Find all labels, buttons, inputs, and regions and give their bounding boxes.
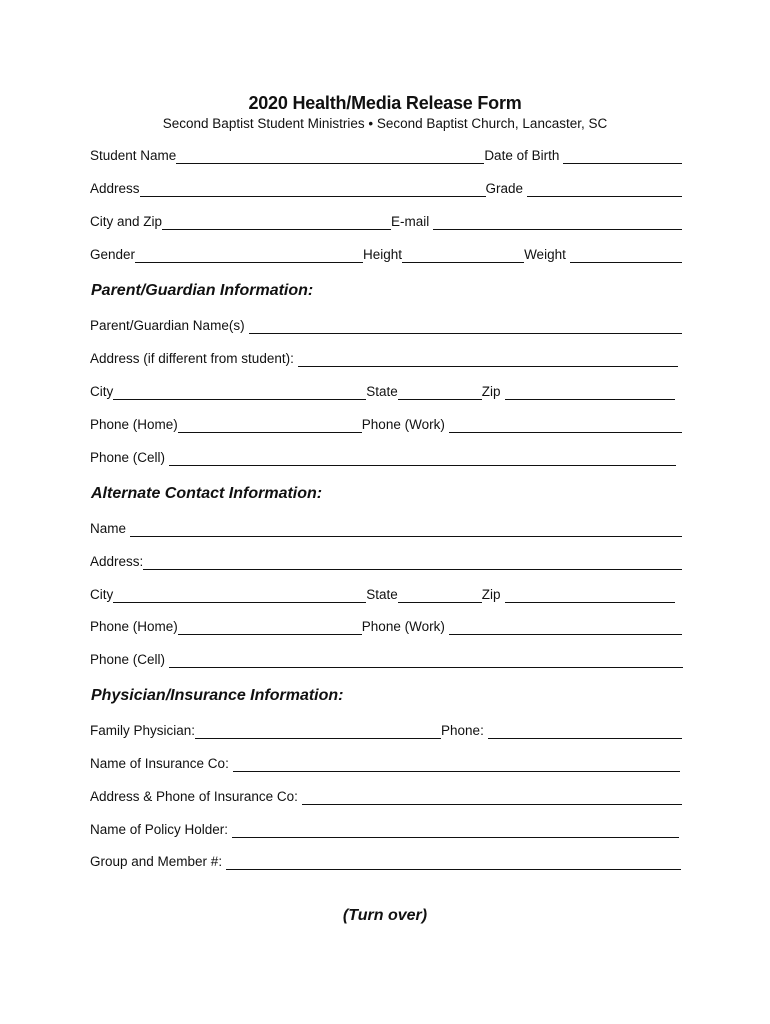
student-name-label: Student Name [90, 148, 177, 163]
insurance-address-row [90, 787, 682, 805]
email-field[interactable] [433, 216, 682, 230]
alt-name-row [90, 519, 682, 537]
parent-names-row [90, 316, 682, 334]
email-label: E-mail [391, 214, 430, 229]
group-member-label: Group and Member #: [90, 854, 223, 869]
gender-field[interactable] [135, 249, 363, 263]
turn-over-note: (Turn over) [342, 907, 428, 924]
physician-row [90, 721, 682, 739]
group-member-field[interactable] [226, 856, 681, 870]
alt-phone-home-label: Phone (Home) [90, 619, 178, 634]
address-field[interactable] [140, 183, 486, 197]
family-physician-field[interactable] [195, 725, 441, 739]
alt-phone-row [90, 617, 682, 635]
alternate-section-heading: Alternate Contact Information: [91, 485, 323, 502]
alt-phone-work-field[interactable] [449, 621, 682, 635]
student-name-field[interactable] [176, 150, 484, 164]
parent-zip-field[interactable] [505, 386, 675, 400]
city-zip-field[interactable] [162, 216, 391, 230]
alt-city-row [90, 585, 675, 603]
parent-names-label: Parent/Guardian Name(s) [90, 318, 245, 333]
city-zip-row [90, 212, 682, 230]
policy-holder-label: Name of Policy Holder: [90, 822, 229, 837]
alt-address-field[interactable] [143, 556, 682, 570]
parent-phone-home-label: Phone (Home) [90, 417, 178, 432]
gender-label: Gender [90, 247, 136, 262]
alt-phone-cell-field[interactable] [169, 654, 683, 668]
parent-address-row [90, 349, 678, 367]
height-label: Height [363, 247, 403, 262]
insurance-co-label: Name of Insurance Co: [90, 756, 229, 771]
parent-phone-cell-label: Phone (Cell) [90, 450, 166, 465]
parent-phone-cell-field[interactable] [169, 452, 676, 466]
gender-row [90, 245, 682, 263]
group-member-row [90, 852, 681, 870]
parent-state-label: State [366, 384, 398, 399]
alt-name-field[interactable] [130, 523, 682, 537]
student-name-row [90, 146, 682, 164]
insurance-co-row [90, 754, 680, 772]
parent-address-label: Address (if different from student): [90, 351, 294, 366]
parent-names-field[interactable] [249, 320, 682, 334]
parent-section-heading: Parent/Guardian Information: [91, 282, 314, 299]
parent-zip-label: Zip [481, 384, 501, 399]
grade-label: Grade [485, 181, 524, 196]
insurance-address-field[interactable] [302, 791, 682, 805]
alt-address-label: Address: [90, 554, 144, 569]
weight-field[interactable] [570, 249, 682, 263]
alt-state-field[interactable] [398, 589, 482, 603]
insurance-co-field[interactable] [233, 758, 680, 772]
physician-section-heading: Physician/Insurance Information: [91, 687, 344, 704]
alt-zip-label: Zip [481, 587, 501, 602]
alt-name-label: Name [90, 521, 127, 536]
weight-label: Weight [524, 247, 566, 262]
family-physician-label: Family Physician: [90, 723, 196, 738]
parent-phone-work-field[interactable] [449, 419, 682, 433]
alt-zip-field[interactable] [505, 589, 675, 603]
alt-phone-cell-label: Phone (Cell) [90, 652, 166, 667]
city-zip-label: City and Zip [90, 214, 163, 229]
alt-phone-work-label: Phone (Work) [361, 619, 445, 634]
height-field[interactable] [402, 249, 524, 263]
address-label: Address [90, 181, 140, 196]
physician-phone-field[interactable] [488, 725, 682, 739]
parent-city-label: City [90, 384, 114, 399]
alt-city-field[interactable] [113, 589, 366, 603]
policy-holder-row [90, 820, 679, 838]
parent-state-field[interactable] [398, 386, 482, 400]
insurance-address-label: Address & Phone of Insurance Co: [90, 789, 298, 804]
alt-cell-row [90, 650, 683, 668]
parent-address-field[interactable] [298, 353, 678, 367]
parent-phone-work-label: Phone (Work) [361, 417, 445, 432]
dob-label: Date of Birth [484, 148, 560, 163]
alt-phone-home-field[interactable] [178, 621, 362, 635]
form-subtitle: Second Baptist Student Ministries • Second Baptist Church, Lancaster, SC [162, 116, 608, 131]
dob-field[interactable] [563, 150, 682, 164]
parent-city-row [90, 382, 675, 400]
form-title: 2020 Health/Media Release Form [248, 93, 522, 113]
grade-field[interactable] [527, 183, 682, 197]
parent-phone-row [90, 415, 682, 433]
physician-phone-label: Phone: [441, 723, 484, 738]
alt-address-row [90, 552, 682, 570]
alt-state-label: State [366, 587, 398, 602]
policy-holder-field[interactable] [232, 824, 679, 838]
parent-phone-home-field[interactable] [178, 419, 362, 433]
parent-cell-row [90, 448, 676, 466]
alt-city-label: City [90, 587, 114, 602]
parent-city-field[interactable] [113, 386, 366, 400]
address-row [90, 179, 682, 197]
